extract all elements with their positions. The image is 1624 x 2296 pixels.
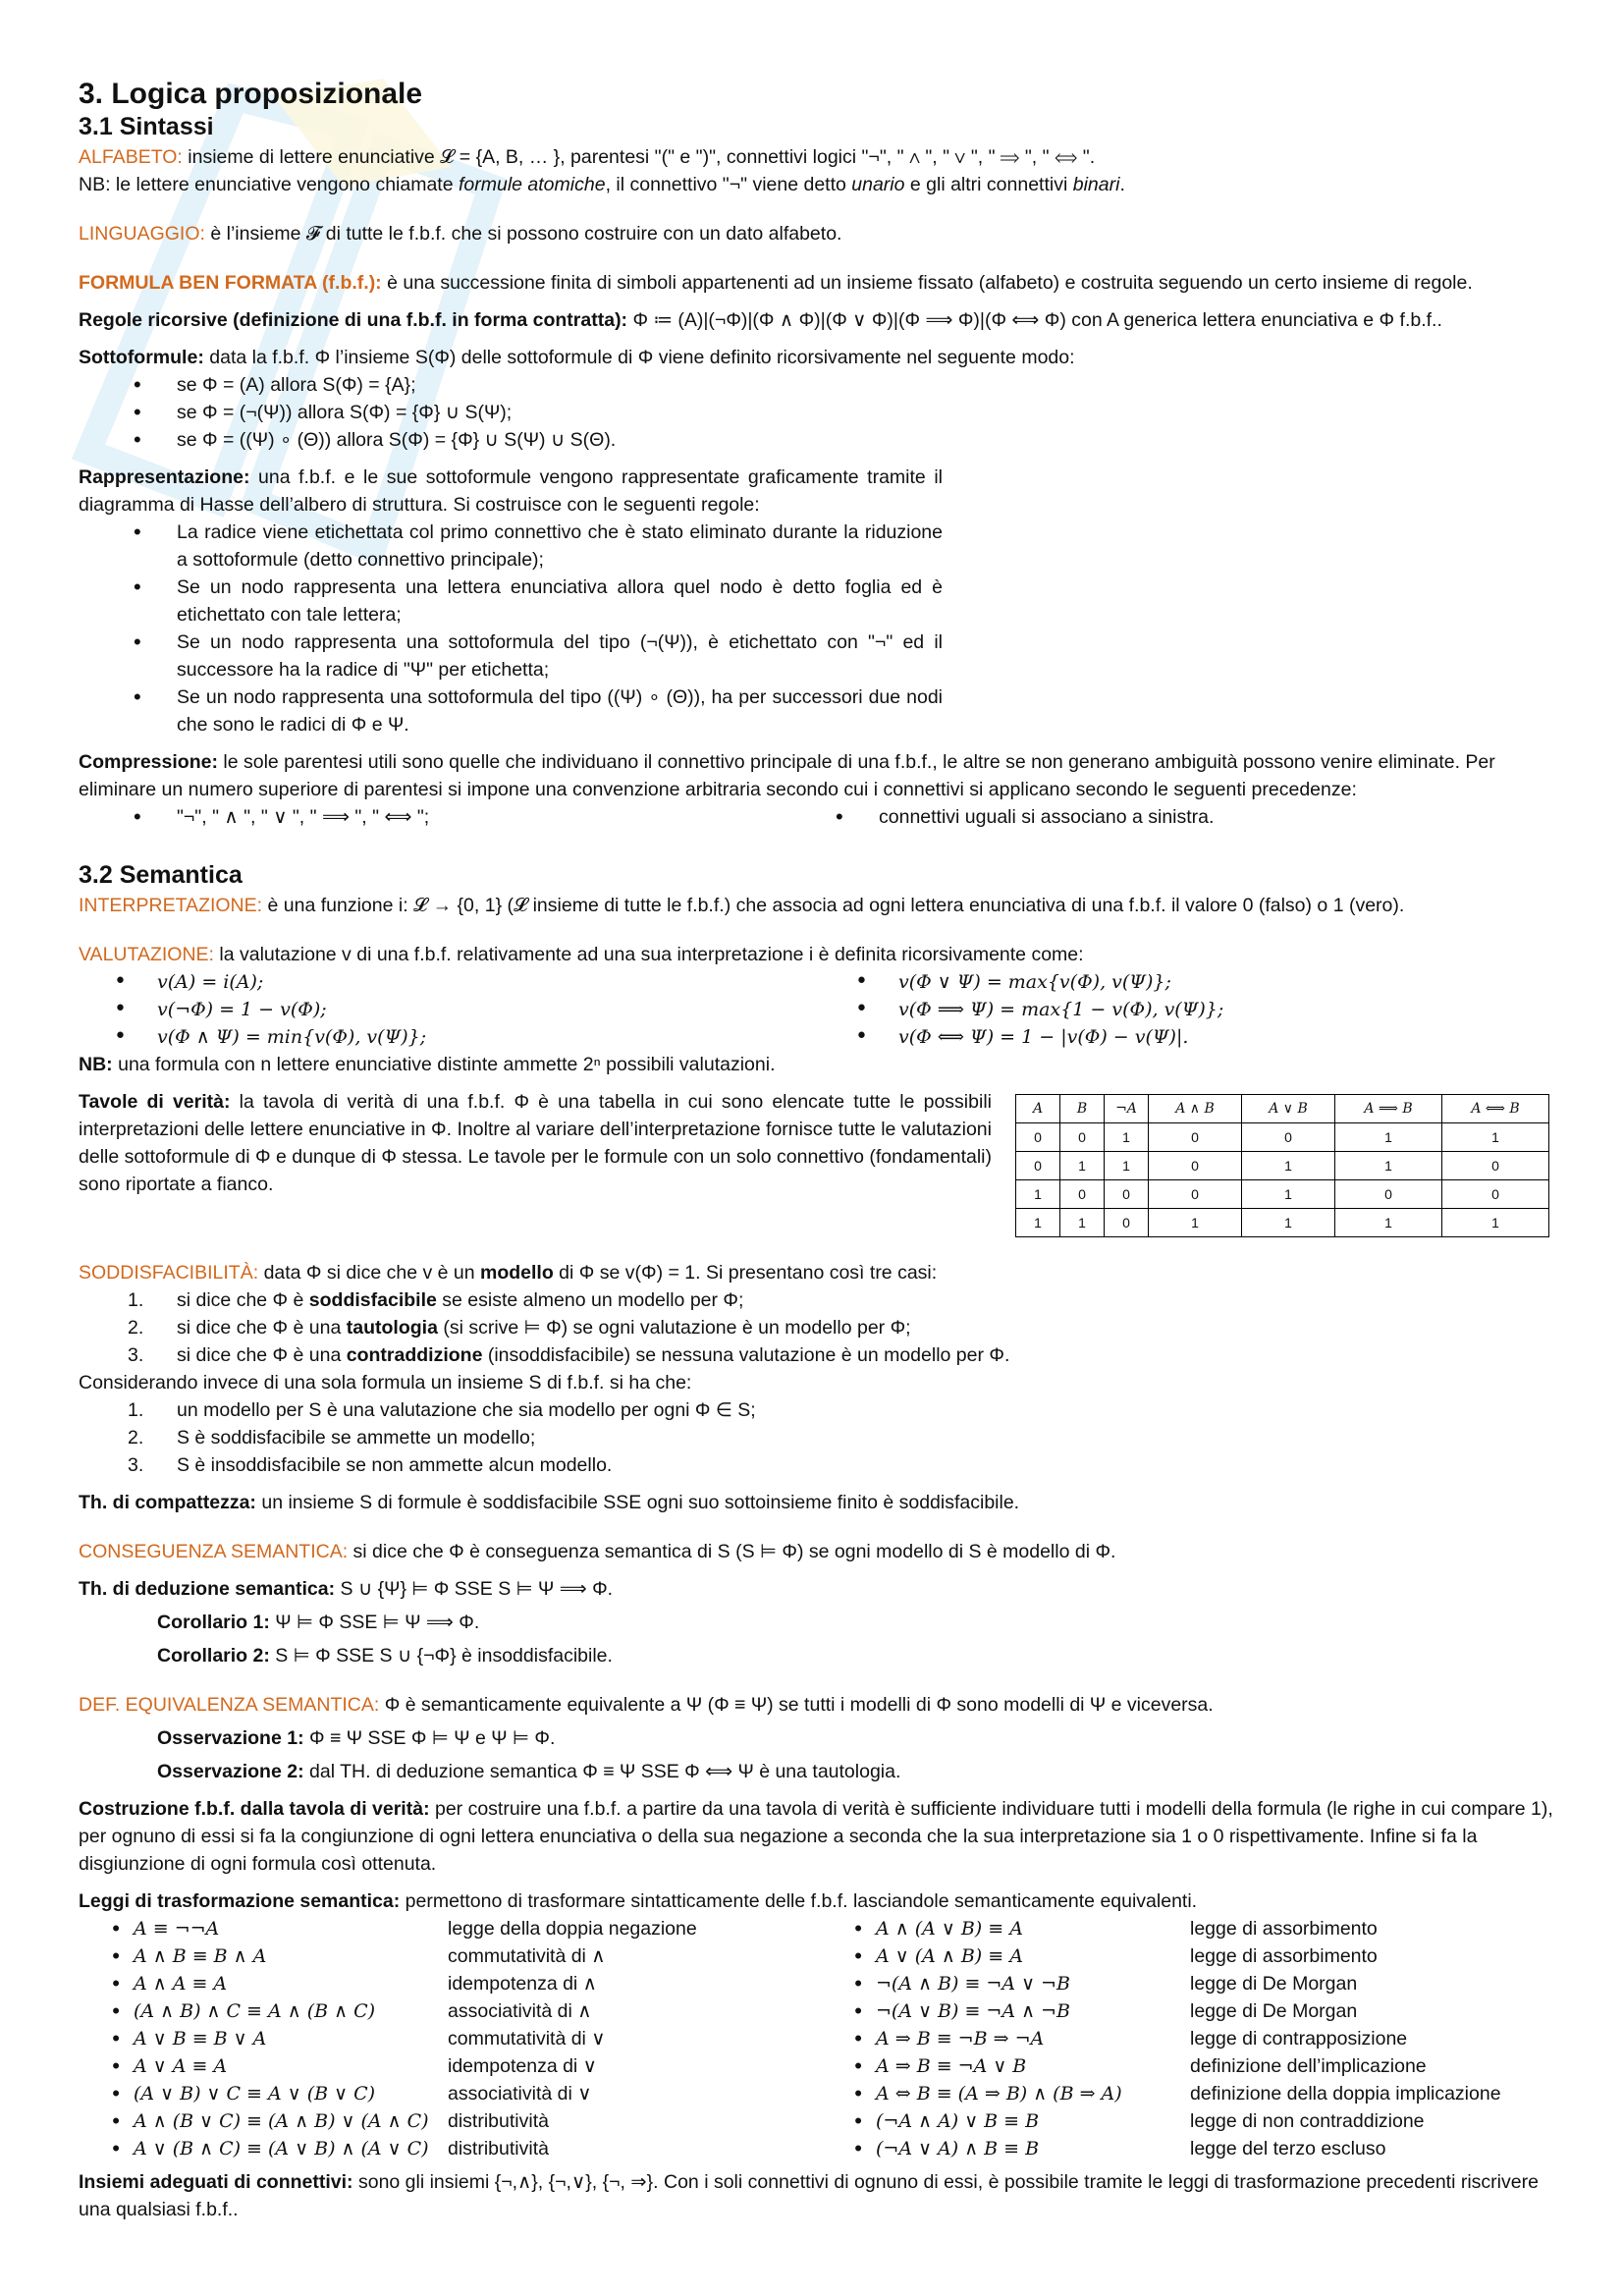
leggi-text: permettono di trasformare sintatticamente delle f.b.f. lasciandole semanticamente equivalenti. [405,1890,1198,1912]
law-description: associatività di ∧ [448,2000,592,2022]
law-row: • A ∨ A ≡ A idempotenza di ∨ [79,2052,821,2080]
conseguenza-label: CONSEGUENZA SEMANTICA: [79,1541,349,1562]
insiemi-text: sono gli insiemi {¬,∧}, {¬,∨}, {¬, ⇒}. Con i soli connettivi di ognuno di essi, è possibile tramite le leggi di trasformazione precedenti riscrivere una qualsiasi f.b.f.. [79,2171,1539,2220]
nb-valutazioni [79,1051,1561,1078]
law-row: • A ∨ (B ∧ C) ≡ (A ∨ B) ∧ (A ∨ C) distributività [79,2135,821,2162]
law-formula: (¬A ∧ A) ∨ B ≡ B [876,2110,1040,2132]
sodd-insiemi-paragraph: Considerando invece di una sola formula un insieme S di f.b.f. si ha che: [79,1372,692,1394]
osservazione-label: Osservazione 2: [157,1761,304,1782]
sodd-modello: modello [480,1262,554,1284]
insiemi-label: Insiemi adeguati di connettivi: [79,2171,353,2193]
fbf-paragraph [79,269,1561,297]
rappresentazione-list [79,519,943,738]
compressione-text: le sole parentesi utili sono quelle che individuano il connettivo principale di una f.b.f., le altre se non generano ambiguità possono venire eliminate. Per eliminare un numero superiore di parentesi si impone una convenzione arbitraria secondo cui i connettivi si applicano secondo le seguenti precedenze: [79,751,1495,800]
table-cell: 1 [1105,1152,1149,1180]
table-row [1016,1209,1549,1237]
corollario-text: Ψ ⊨ Φ SSE ⊨ Ψ ⟹ Φ. [275,1612,480,1633]
linguaggio-label: LINGUAGGIO: [79,223,205,245]
valutazione-rules [79,968,1561,1051]
insiemi-adeguati-paragraph [79,2168,1561,2223]
nb-text: e gli altri connettivi [904,174,1073,195]
table-cell: 0 [1060,1123,1105,1152]
page-title: 3. Logica proposizionale [79,78,423,110]
valutazione-label: VALUTAZIONE: [79,944,214,965]
sottoformule-label: Sottoformule: [79,347,204,368]
law-row: • A ∨ B ≡ B ∨ A commutatività di ∨ [79,2025,821,2052]
rappresentazione-label: Rappresentazione: [79,466,250,488]
list-item: • Se un nodo rappresenta una lettera enunciativa allora quel nodo è detto foglia ed è etichettato con tale lettera; [79,574,943,629]
conseguenza-paragraph [79,1538,1561,1565]
equivalenza-text: Φ è semanticamente equivalente a Ψ (Φ ≡ Ψ) se tutti i modelli di Φ sono modelli di Ψ e viceversa. [384,1694,1214,1716]
item-number: 2. [128,1427,144,1449]
laws-right [821,1915,1563,2162]
item-text: se esiste almeno un modello per Φ; [436,1289,744,1311]
rappresentazione-paragraph [79,464,943,519]
table-row [1016,1152,1549,1180]
interpretazione-text: è una funzione i: 𝓛 → {0, 1} (𝓛 insieme di tutte le f.b.f.) che associa ad ogni lettera enunciativa di una f.b.f. il valore 0 (falso) o 1 (vero). [267,895,1405,916]
law-formula: (A ∧ B) ∧ C ≡ A ∧ (B ∧ C) [134,2000,376,2022]
list-item: • v(Φ ∨ Ψ) = max{v(Φ), v(Ψ)}; [800,968,1561,996]
list-item [79,1396,1561,1424]
table-cell: 1 [1149,1209,1242,1237]
law-description: idempotenza di ∨ [448,2055,597,2077]
law-formula: ¬(A ∧ B) ≡ ¬A ∨ ¬B [876,1973,1070,1995]
law-formula: A ∧ (A ∨ B) ≡ A [876,1918,1023,1940]
corollario-1 [79,1609,1561,1636]
compattezza-text: un insieme S di formule è soddisfacibile SSE ogni suo sottoinsieme finito è soddisfacibile. [261,1492,1020,1513]
table-cell: 1 [1060,1209,1105,1237]
list-item: • v(¬Φ) = 1 − v(Φ); [59,996,820,1023]
table-header-row [1016,1095,1549,1123]
table-cell: 0 [1105,1180,1149,1209]
item-number: 2. [128,1317,144,1339]
law-description: idempotenza di ∧ [448,1973,597,1995]
corollario-label: Corollario 2: [157,1645,270,1667]
corollario-text: S ⊨ Φ SSE S ∪ {¬Φ} è insoddisfacibile. [275,1645,613,1667]
tavole-block [79,1088,1561,1237]
table-cell: 1 [1335,1209,1442,1237]
tavole-paragraph [79,1088,992,1198]
compressione-items [79,803,1561,831]
law-row: • (A ∨ B) ∨ C ≡ A ∨ (B ∨ C) associatività di ∨ [79,2080,821,2107]
table-cell: 1 [1442,1123,1549,1152]
regole-label: Regole ricorsive (definizione di una f.b.f. in forma contratta): [79,309,628,331]
list-item: • La radice viene etichettata col primo connettivo che è stato eliminato durante la riduzione a sottoformule (detto connettivo principale); [79,519,943,574]
list-item: • Se un nodo rappresenta una sottoformula del tipo (¬(Ψ)), è etichettato con "¬" ed il successore ha la radice di "Ψ" per etichetta; [79,629,943,683]
table-cell: 0 [1149,1152,1242,1180]
law-row: • A ⇒ B ≡ ¬A ∨ B definizione dell’implicazione [821,2052,1563,2080]
sodd-insiemi-list [79,1396,1561,1479]
sottoformule-paragraph [79,344,1561,371]
interpretazione-paragraph [79,892,1561,919]
law-row: • ¬(A ∨ B) ≡ ¬A ∧ ¬B legge di De Morgan [821,1997,1563,2025]
osservazione-2 [79,1758,1561,1785]
sottoformule-text: data la f.b.f. Φ l’insieme S(Φ) delle sottoformule di Φ viene definito ricorsivamente nel seguente modo: [209,347,1075,368]
deduzione-text: S ∪ {Ψ} ⊨ Φ SSE S ⊨ Ψ ⟹ Φ. [340,1578,614,1600]
nb-formule: formule atomiche [458,174,606,195]
law-row: • (¬A ∧ A) ∨ B ≡ B legge di non contraddizione [821,2107,1563,2135]
list-item: • v(A) = i(A); [59,968,820,996]
table-header: A ⟺ B [1442,1095,1549,1123]
law-row: • A ∨ (A ∧ B) ≡ A legge di assorbimento [821,1942,1563,1970]
law-formula: A ⇒ B ≡ ¬B ⇒ ¬A [876,2028,1045,2050]
linguaggio-paragraph [79,220,1561,247]
valutazione-paragraph [79,941,1561,968]
law-formula: ¬(A ∨ B) ≡ ¬A ∧ ¬B [876,2000,1070,2022]
item-number: 1. [128,1399,144,1421]
law-description: legge di non contraddizione [1190,2110,1425,2132]
item-term: soddisfacibile [308,1289,437,1311]
item-term: tautologia [346,1317,438,1339]
law-formula: A ∨ B ≡ B ∨ A [134,2028,267,2050]
table-cell: 1 [1242,1209,1335,1237]
sodd-text: data Φ si dice che v è un [263,1262,480,1284]
table-cell: 1 [1016,1209,1060,1237]
costruzione-label: Costruzione f.b.f. dalla tavola di verità: [79,1798,430,1820]
item-text: S è soddisfacibile se ammette un modello; [177,1427,536,1449]
conseguenza-text: si dice che Φ è conseguenza semantica di S (S ⊨ Φ) se ogni modello di S è modello di Φ. [352,1541,1116,1562]
deduzione-paragraph [79,1575,1561,1603]
table-cell: 0 [1105,1209,1149,1237]
nb-text: . [1119,174,1125,195]
item-text: un modello per S è una valutazione che sia modello per ogni Φ ∈ S; [177,1399,756,1421]
nb-label: NB: [79,1054,113,1075]
law-description: definizione dell’implicazione [1190,2055,1427,2077]
item-text: si dice che Φ è una [177,1344,347,1366]
item-text: S è insoddisfacibile se non ammette alcun modello. [177,1454,613,1476]
tavole-text: la tavola di verità di una f.b.f. Φ è una tabella in cui sono elencate tutte le possibili interpretazioni delle lettere enunciative in Φ. Inoltre al variare dell’interpretazione fornisce tutte le valutazioni delle sottoformule di Φ e dunque di Φ stessa. Le tavole per le formule con un solo connettivo (fondamentali) sono riportate a fianco. [79,1091,992,1195]
table-cell: 1 [1016,1180,1060,1209]
soddisfacibilita-list [79,1286,1561,1369]
osservazione-text: dal TH. di deduzione semantica Φ ≡ Ψ SSE Φ ⟺ Ψ è una tautologia. [309,1761,901,1782]
item-number: 3. [128,1344,144,1366]
law-row: • A ∧ B ≡ B ∧ A commutatività di ∧ [79,1942,821,1970]
law-description: distributività [448,2110,549,2132]
compattezza-paragraph [79,1489,1561,1516]
law-row: • A ≡ ¬¬A legge della doppia negazione [79,1915,821,1942]
law-formula: A ∧ B ≡ B ∧ A [134,1945,267,1967]
list-item [79,1314,1561,1341]
table-cell: 1 [1442,1209,1549,1237]
list-item: • connettivi uguali si associano a sinistra. [781,803,1561,831]
law-formula: A ∧ A ≡ A [134,1973,228,1995]
law-description: commutatività di ∧ [448,1945,606,1967]
alfabeto-label: ALFABETO: [79,146,183,168]
law-description: definizione della doppia implicazione [1190,2083,1501,2105]
nb-text: NB: le lettere enunciative vengono chiamate [79,174,459,195]
list-item: • Se un nodo rappresenta una sottoformula del tipo ((Ψ) ∘ (Θ)), ha per successori due nodi che sono le radici di Φ e Ψ. [79,683,943,738]
list-item [79,1451,1561,1479]
law-row: • A ⇔ B ≡ (A ⇒ B) ∧ (B ⇒ A) definizione della doppia implicazione [821,2080,1563,2107]
table-row [1016,1123,1549,1152]
law-row: • A ⇒ B ≡ ¬B ⇒ ¬A legge di contrapposizione [821,2025,1563,2052]
leggi-paragraph [79,1887,1561,1915]
alfabeto-text: insieme di lettere enunciative 𝓛 = {A, B, … }, parentesi "(" e ")", connettivi logici "¬", " ∧ ", " ∨ ", " ⟹ ", " ⟺ ". [188,146,1096,168]
table-cell: 0 [1060,1180,1105,1209]
regole-paragraph [79,306,1561,334]
regole-text: Φ ≔ (A)|(¬Φ)|(Φ ∧ Φ)|(Φ ∨ Φ)|(Φ ⟹ Φ)|(Φ ⟺ Φ) con A generica lettera enunciativa e Φ f.b.f.. [632,309,1442,331]
table-header: ¬A [1105,1095,1149,1123]
law-description: legge di De Morgan [1190,1973,1358,1995]
table-cell: 0 [1442,1152,1549,1180]
table-cell: 1 [1242,1180,1335,1209]
laws-left [79,1915,821,2162]
item-number: 3. [128,1454,144,1476]
list-item: • v(Φ ⟺ Ψ) = 1 − |v(Φ) − v(Ψ)|. [800,1023,1561,1051]
list-item: • "¬", " ∧ ", " ∨ ", " ⟹ ", " ⟺ "; [79,803,820,831]
law-row: • (¬A ∨ A) ∧ B ≡ B legge del terzo escluso [821,2135,1563,2162]
compattezza-label: Th. di compattezza: [79,1492,256,1513]
item-term: contraddizione [346,1344,483,1366]
table-cell: 1 [1335,1152,1442,1180]
table-cell: 1 [1060,1152,1105,1180]
table-header: A ∨ B [1242,1095,1335,1123]
law-formula: A ⇔ B ≡ (A ⇒ B) ∧ (B ⇒ A) [876,2083,1122,2105]
item-number: 1. [128,1289,144,1311]
compressione-paragraph [79,748,1561,803]
table-cell: 0 [1149,1123,1242,1152]
table-cell: 1 [1242,1152,1335,1180]
section-heading-semantica: 3.2 Semantica [79,861,243,889]
law-row: • A ∧ (B ∨ C) ≡ (A ∧ B) ∨ (A ∧ C) distributività [79,2107,821,2135]
item-text: (insoddisfacibile) se nessuna valutazione è un modello per Φ. [482,1344,1010,1366]
rappresentazione-text: una f.b.f. e le sue sottoformule vengono rappresentate graficamente tramite il diagramma di Hasse dell’albero di struttura. Si costruisce con le seguenti regole: [79,466,943,516]
laws-table [79,1915,1561,2162]
law-row: • ¬(A ∧ B) ≡ ¬A ∨ ¬B legge di De Morgan [821,1970,1563,1997]
item-text: (si scrive ⊨ Φ) se ogni valutazione è un modello per Φ; [437,1317,911,1339]
law-row: • A ∧ A ≡ A idempotenza di ∧ [79,1970,821,1997]
table-cell: 1 [1335,1123,1442,1152]
compressione-label: Compressione: [79,751,218,773]
law-formula: A ⇒ B ≡ ¬A ∨ B [876,2055,1027,2077]
law-formula: A ∨ (B ∧ C) ≡ (A ∨ B) ∧ (A ∨ C) [134,2138,429,2159]
table-header: B [1060,1095,1105,1123]
list-item: • v(Φ ⟹ Ψ) = max{1 − v(Φ), v(Ψ)}; [800,996,1561,1023]
corollario-label: Corollario 1: [157,1612,270,1633]
equivalenza-label: DEF. EQUIVALENZA SEMANTICA: [79,1694,380,1716]
sottoformule-list [79,371,1561,454]
law-formula: A ∨ A ≡ A [134,2055,228,2077]
table-cell: 0 [1016,1152,1060,1180]
fbf-label: FORMULA BEN FORMATA (f.b.f.): [79,272,382,294]
table-header: A ∧ B [1149,1095,1242,1123]
osservazione-label: Osservazione 1: [157,1727,304,1749]
nb-unario: unario [851,174,905,195]
table-cell: 0 [1149,1180,1242,1209]
linguaggio-text: è l’insieme 𝓕 di tutte le f.b.f. che si possono costruire con un dato alfabeto. [210,223,842,245]
list-item [79,1424,1561,1451]
corollario-2 [79,1642,1561,1669]
law-description: legge del terzo escluso [1190,2138,1386,2159]
list-item: • v(Φ ∧ Ψ) = min{v(Φ), v(Ψ)}; [59,1023,820,1051]
equivalenza-paragraph [79,1691,1561,1719]
table-row [1016,1180,1549,1209]
list-item: • se Φ = (A) allora S(Φ) = {A}; [79,371,1561,399]
law-formula: A ≡ ¬¬A [134,1918,220,1940]
table-cell: 0 [1442,1180,1549,1209]
law-formula: (¬A ∨ A) ∧ B ≡ B [876,2138,1040,2159]
list-item: • se Φ = (¬(Ψ)) allora S(Φ) = {Φ} ∪ S(Ψ); [79,399,1561,426]
law-description: commutatività di ∨ [448,2028,606,2050]
sodd-text: di Φ se v(Φ) = 1. Si presentano così tre casi: [553,1262,938,1284]
valutazione-text: la valutazione v di una f.b.f. relativamente ad una sua interpretazione i è definita ricorsivamente come: [219,944,1084,965]
soddisfacibilita-paragraph [79,1259,1561,1286]
deduzione-label: Th. di deduzione semantica: [79,1578,336,1600]
soddisfacibilita-label: SODDISFACIBILITÀ: [79,1262,259,1284]
item-text: si dice che Φ è [177,1289,309,1311]
interpretazione-label: INTERPRETAZIONE: [79,895,263,916]
document-page [79,77,1561,2223]
law-formula: A ∨ (A ∧ B) ≡ A [876,1945,1023,1967]
nb-text: , il connettivo "¬" viene detto [605,174,852,195]
list-item [79,1286,1561,1314]
list-item [79,1341,1561,1369]
law-description: legge di De Morgan [1190,2000,1358,2022]
law-row: • (A ∧ B) ∧ C ≡ A ∧ (B ∧ C) associatività di ∧ [79,1997,821,2025]
nb-text: una formula con n lettere enunciative distinte ammette 2ⁿ possibili valutazioni. [118,1054,776,1075]
law-row: • A ∧ (A ∨ B) ≡ A legge di assorbimento [821,1915,1563,1942]
table-header: A ⟹ B [1335,1095,1442,1123]
section-heading-sintassi: 3.1 Sintassi [79,113,214,140]
alfabeto-paragraph [79,143,1561,171]
law-description: legge di assorbimento [1190,1918,1378,1940]
nb-paragraph [79,171,1561,198]
law-description: associatività di ∨ [448,2083,592,2105]
law-description: legge di contrapposizione [1190,2028,1408,2050]
item-text: si dice che Φ è una [177,1317,347,1339]
osservazione-text: Φ ≡ Ψ SSE Φ ⊨ Ψ e Ψ ⊨ Φ. [309,1727,556,1749]
law-description: legge della doppia negazione [448,1918,697,1940]
costruzione-text: per costruire una f.b.f. a partire da una tavola di verità è sufficiente individuare tutti i modelli della formula (le righe in cui compare 1), per ognuno di essi si fa la congiunzione di ogni lettera enunciativa o della sua negazione a seconda che la sua interpretazione sia 1 o 0 rispettivamente. Infine si fa la disgiunzione di ogni formula così ottenuta. [79,1798,1553,1875]
nb-binari: binari [1072,174,1120,195]
leggi-label: Leggi di trasformazione semantica: [79,1890,401,1912]
table-cell: 1 [1105,1123,1149,1152]
truth-table [1015,1094,1549,1237]
law-formula: (A ∨ B) ∨ C ≡ A ∨ (B ∨ C) [134,2083,376,2105]
law-formula: A ∧ (B ∨ C) ≡ (A ∧ B) ∨ (A ∧ C) [134,2110,429,2132]
law-description: legge di assorbimento [1190,1945,1378,1967]
osservazione-1 [79,1724,1561,1752]
law-description: distributività [448,2138,549,2159]
fbf-text: è una successione finita di simboli appartenenti ad un insieme fissato (alfabeto) e costruita seguendo un certo insieme di regole. [387,272,1473,294]
list-item: • se Φ = ((Ψ) ∘ (Θ)) allora S(Φ) = {Φ} ∪ S(Ψ) ∪ S(Θ). [79,426,1561,454]
table-cell: 0 [1242,1123,1335,1152]
table-cell: 0 [1335,1180,1442,1209]
rappresentazione-block [79,464,943,738]
tavole-label: Tavole di verità: [79,1091,231,1113]
table-cell: 0 [1016,1123,1060,1152]
table-header: A [1016,1095,1060,1123]
costruzione-paragraph [79,1795,1561,1878]
